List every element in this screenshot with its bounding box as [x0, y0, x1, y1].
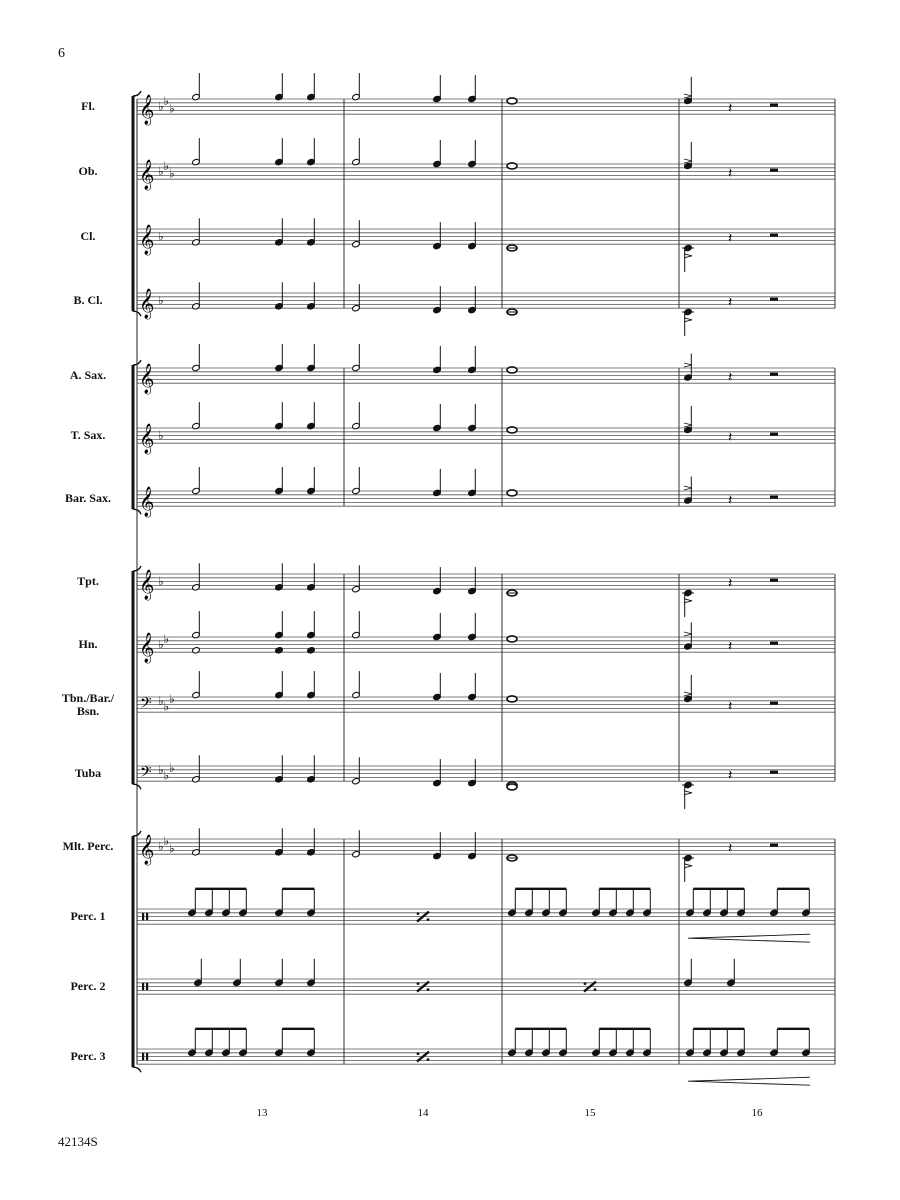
half-rest-icon: [770, 169, 778, 172]
repeat-dot: [417, 1052, 420, 1055]
quarter-rest-icon: 𝄽: [728, 429, 733, 446]
page-number: 6: [58, 46, 65, 61]
measure-number: 13: [256, 1107, 268, 1119]
half-rest-icon: [770, 433, 778, 436]
flat-icon: ♭: [169, 166, 175, 181]
flat-icon: ♭: [158, 164, 164, 179]
treble-clef-icon: 𝄞: [139, 835, 155, 866]
whole-note: [507, 696, 517, 702]
treble-clef-icon: 𝄞: [139, 160, 155, 191]
half-rest-icon: [770, 298, 778, 301]
half-rest-icon: [770, 702, 778, 705]
percussion-clef-icon: [146, 983, 148, 991]
quarter-rest-icon: 𝄽: [728, 638, 733, 655]
instrument-label-mallet-perc: Mlt. Perc.: [62, 839, 114, 854]
whole-note: [507, 784, 517, 790]
half-rest-icon: [770, 104, 778, 107]
instrument-label-clarinet: Cl.: [80, 229, 96, 244]
repeat-dot: [417, 912, 420, 915]
instrument-label-perc-1: Perc. 1: [70, 909, 106, 924]
harmony-note: [192, 647, 201, 654]
flat-icon: ♭: [163, 158, 170, 173]
treble-clef-icon: 𝄞: [139, 487, 155, 518]
whole-note: [507, 427, 517, 433]
quarter-rest-icon: 𝄽: [728, 230, 733, 247]
bass-clef-icon: 𝄢: [140, 763, 152, 785]
harmony-note: [275, 647, 284, 654]
percussion-clef-icon: [142, 1053, 144, 1061]
crescendo-hairpin: [688, 1077, 810, 1085]
bracket-hook: [133, 1067, 141, 1072]
half-rest-icon: [770, 642, 778, 645]
flat-icon: ♭: [169, 691, 175, 706]
half-rest-icon: [770, 844, 778, 847]
instrument-label-tuba: Tuba: [74, 766, 102, 781]
repeat-dot: [594, 988, 597, 991]
treble-clef-icon: 𝄞: [139, 570, 155, 601]
flat-icon: ♭: [158, 99, 164, 114]
instrument-label-flute: Fl.: [81, 99, 95, 114]
harmony-note: [307, 647, 316, 654]
instrument-label-alto-sax: A. Sax.: [69, 368, 107, 383]
treble-clef-icon: 𝄞: [139, 364, 155, 395]
treble-clef-icon: 𝄞: [139, 424, 155, 455]
flat-icon: ♭: [158, 637, 164, 652]
quarter-rest-icon: 𝄽: [728, 165, 733, 182]
whole-note: [507, 490, 517, 496]
repeat-dot: [427, 918, 430, 921]
instrument-label-trombone: Tbn./Bar./ Bsn.: [61, 690, 115, 718]
quarter-rest-icon: 𝄽: [728, 294, 733, 311]
measure-number: 14: [417, 1107, 429, 1119]
percussion-clef-icon: [146, 913, 148, 921]
flat-icon: ♭: [169, 101, 175, 116]
bass-clef-icon: 𝄢: [140, 694, 152, 716]
measure-number: 16: [751, 1107, 763, 1119]
treble-clef-icon: 𝄞: [139, 225, 155, 256]
flat-icon: ♭: [158, 229, 164, 244]
flat-icon: ♭: [158, 693, 164, 708]
instrument-label-oboe: Ob.: [78, 164, 98, 179]
flat-icon: ♭: [158, 574, 164, 589]
quarter-rest-icon: 𝄽: [728, 369, 733, 386]
quarter-rest-icon: 𝄽: [728, 100, 733, 117]
quarter-rest-icon: 𝄽: [728, 767, 733, 784]
half-rest-icon: [770, 579, 778, 582]
half-rest-icon: [770, 373, 778, 376]
percussion-clef-icon: [146, 1053, 148, 1061]
flat-icon: ♭: [158, 293, 164, 308]
repeat-dot: [417, 982, 420, 985]
crescendo-hairpin: [688, 934, 810, 942]
quarter-rest-icon: 𝄽: [728, 575, 733, 592]
repeat-dot: [584, 982, 587, 985]
flat-icon: ♭: [163, 833, 170, 848]
whole-note: [507, 636, 517, 642]
whole-note: [507, 367, 517, 373]
flat-icon: ♭: [158, 428, 164, 443]
instrument-label-horn: Hn.: [78, 637, 98, 652]
treble-clef-icon: 𝄞: [139, 289, 155, 320]
repeat-dot: [427, 988, 430, 991]
instrument-label-perc-3: Perc. 3: [70, 1049, 106, 1064]
quarter-rest-icon: 𝄽: [728, 698, 733, 715]
quarter-rest-icon: 𝄽: [728, 492, 733, 509]
percussion-clef-icon: [142, 913, 144, 921]
flat-icon: ♭: [163, 699, 170, 714]
whole-note: [507, 98, 517, 104]
flat-icon: ♭: [163, 93, 170, 108]
flat-icon: ♭: [158, 839, 164, 854]
measure-number: 15: [584, 1107, 596, 1119]
flat-icon: ♭: [163, 768, 170, 783]
flat-icon: ♭: [163, 631, 170, 646]
whole-note: [507, 163, 517, 169]
instrument-label-perc-2: Perc. 2: [70, 979, 106, 994]
treble-clef-icon: 𝄞: [139, 95, 155, 126]
treble-clef-icon: 𝄞: [139, 633, 155, 664]
flat-icon: ♭: [169, 841, 175, 856]
flat-icon: ♭: [158, 762, 164, 777]
repeat-dot: [427, 1058, 430, 1061]
half-rest-icon: [770, 771, 778, 774]
instrument-label-tenor-sax: T. Sax.: [70, 428, 106, 443]
quarter-rest-icon: 𝄽: [728, 840, 733, 857]
instrument-label-trumpet: Tpt.: [77, 574, 99, 589]
instrument-label-bass-clarinet: B. Cl.: [73, 293, 103, 308]
percussion-clef-icon: [142, 983, 144, 991]
half-rest-icon: [770, 234, 778, 237]
half-rest-icon: [770, 496, 778, 499]
flat-icon: ♭: [169, 760, 175, 775]
catalog-number: 42134S: [58, 1134, 98, 1149]
instrument-label-bari-sax: Bar. Sax.: [65, 491, 111, 506]
